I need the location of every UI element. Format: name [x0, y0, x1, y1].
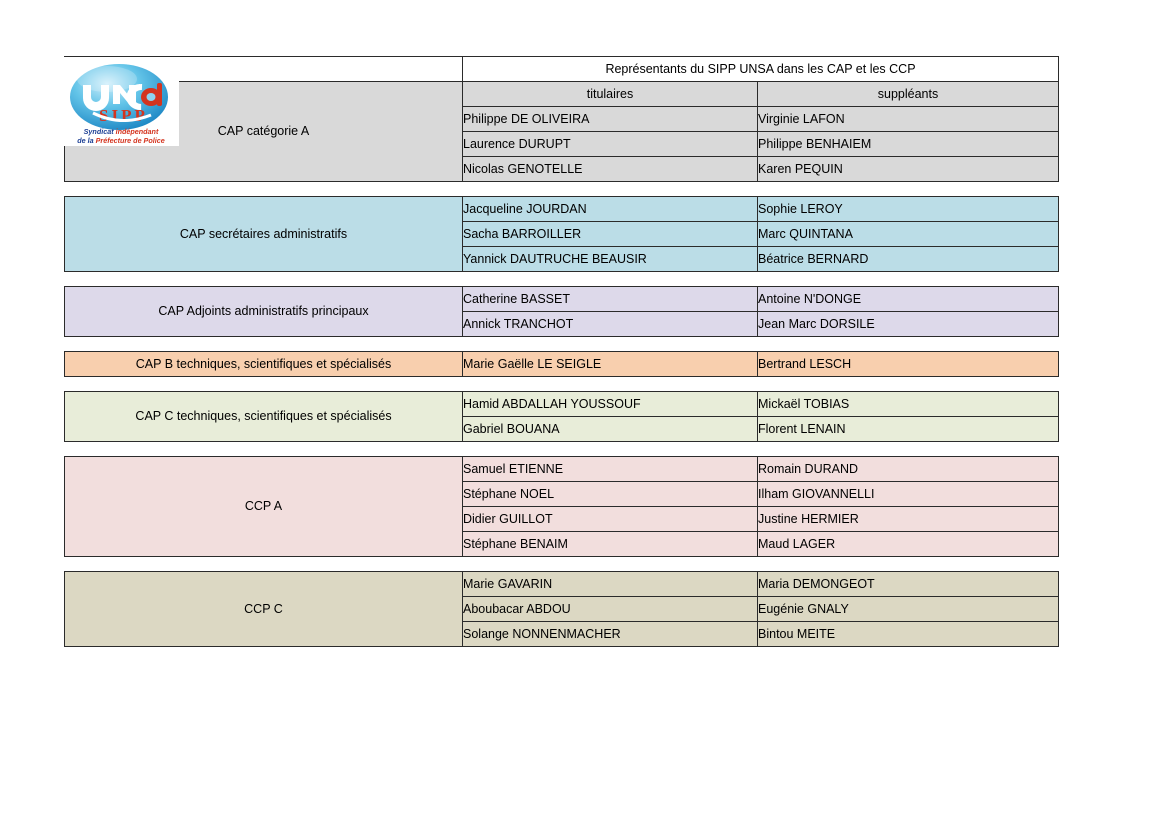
suppleant-cell: Marc QUINTANA	[758, 222, 1059, 247]
gap-cell	[758, 377, 1059, 392]
titulaire-cell: Jacqueline JOURDAN	[463, 197, 758, 222]
suppleant-cell: Mickaël TOBIAS	[758, 392, 1059, 417]
gap-cell	[65, 557, 463, 572]
titulaire-cell: Stéphane BENAIM	[463, 532, 758, 557]
titulaire-cell: Laurence DURUPT	[463, 132, 758, 157]
gap-cell	[758, 557, 1059, 572]
gap-cell	[463, 442, 758, 457]
gap-cell	[65, 442, 463, 457]
group-label-cap-adjoints-administratifs-principaux: CAP Adjoints administratifs principaux	[65, 287, 463, 337]
suppleant-cell: Sophie LEROY	[758, 197, 1059, 222]
suppleant-cell: Béatrice BERNARD	[758, 247, 1059, 272]
column-header-titulaires: titulaires	[463, 82, 758, 107]
suppleant-cell: Maria DEMONGEOT	[758, 572, 1059, 597]
document-title: Représentants du SIPP UNSA dans les CAP et les CCP	[463, 57, 1059, 82]
group-label-cap-categorie-a: CAP catégorie A	[65, 82, 463, 182]
titulaire-cell: Catherine BASSET	[463, 287, 758, 312]
gap-cell	[758, 337, 1059, 352]
section-gap	[65, 182, 1059, 197]
titulaire-cell: Yannick DAUTRUCHE BEAUSIR	[463, 247, 758, 272]
gap-cell	[463, 272, 758, 287]
gap-cell	[758, 272, 1059, 287]
group-label-cap-c-techniques: CAP C techniques, scientifiques et spécialisés	[65, 392, 463, 442]
gap-cell	[463, 182, 758, 197]
representatives-table	[64, 56, 1059, 647]
suppleant-cell: Karen PEQUIN	[758, 157, 1059, 182]
gap-cell	[463, 557, 758, 572]
gap-cell	[463, 337, 758, 352]
group-label-ccp-c: CCP C	[65, 572, 463, 647]
section-gap	[65, 337, 1059, 352]
sipp-unsa-logo	[63, 57, 179, 146]
logo-tagline-line1: Syndicat indépendant	[83, 127, 159, 136]
svg-text:SIPP: SIPP	[99, 106, 148, 125]
table-row	[65, 287, 1059, 312]
titulaire-cell: Stéphane NOEL	[463, 482, 758, 507]
suppleant-cell: Romain DURAND	[758, 457, 1059, 482]
section-gap	[65, 442, 1059, 457]
gap-cell	[758, 182, 1059, 197]
suppleant-cell: Bintou MEITE	[758, 622, 1059, 647]
titulaire-cell: Hamid ABDALLAH YOUSSOUF	[463, 392, 758, 417]
suppleant-cell: Eugénie GNALY	[758, 597, 1059, 622]
suppleant-cell: Virginie LAFON	[758, 107, 1059, 132]
table-row	[65, 572, 1059, 597]
column-header-row	[65, 82, 1059, 107]
suppleant-cell: Bertrand LESCH	[758, 352, 1059, 377]
titulaire-cell: Nicolas GENOTELLE	[463, 157, 758, 182]
gap-cell	[65, 182, 463, 197]
column-header-suppleants: suppléants	[758, 82, 1059, 107]
section-gap	[65, 377, 1059, 392]
titulaire-cell: Aboubacar ABDOU	[463, 597, 758, 622]
titulaire-cell: Gabriel BOUANA	[463, 417, 758, 442]
suppleant-cell: Jean Marc DORSILE	[758, 312, 1059, 337]
table-row	[65, 197, 1059, 222]
table-row	[65, 352, 1059, 377]
suppleant-cell: Maud LAGER	[758, 532, 1059, 557]
suppleant-cell: Florent LENAIN	[758, 417, 1059, 442]
gap-cell	[65, 337, 463, 352]
titulaire-cell: Samuel ETIENNE	[463, 457, 758, 482]
gap-cell	[65, 272, 463, 287]
gap-cell	[463, 377, 758, 392]
titulaire-cell: Solange NONNENMACHER	[463, 622, 758, 647]
logo-artwork	[63, 57, 179, 146]
suppleant-cell: Antoine N'DONGE	[758, 287, 1059, 312]
group-label-ccp-a: CCP A	[65, 457, 463, 557]
title-row	[65, 57, 1059, 82]
suppleant-cell: Ilham GIOVANNELLI	[758, 482, 1059, 507]
group-label-cap-secretaires-administratifs: CAP secrétaires administratifs	[65, 197, 463, 272]
section-gap	[65, 557, 1059, 572]
titulaire-cell: Didier GUILLOT	[463, 507, 758, 532]
titulaire-cell: Annick TRANCHOT	[463, 312, 758, 337]
suppleant-cell: Justine HERMIER	[758, 507, 1059, 532]
gap-cell	[65, 377, 463, 392]
table-row	[65, 392, 1059, 417]
table-row	[65, 457, 1059, 482]
titulaire-cell: Philippe DE OLIVEIRA	[463, 107, 758, 132]
gap-cell	[758, 442, 1059, 457]
group-label-cap-b-techniques: CAP B techniques, scientifiques et spécialisés	[65, 352, 463, 377]
logo-tagline-line2: de la Préfecture de Police	[77, 136, 165, 145]
titulaire-cell: Marie GAVARIN	[463, 572, 758, 597]
suppleant-cell: Philippe BENHAIEM	[758, 132, 1059, 157]
representatives-table-container	[64, 56, 1058, 647]
section-gap	[65, 272, 1059, 287]
titulaire-cell: Marie Gaëlle LE SEIGLE	[463, 352, 758, 377]
titulaire-cell: Sacha BARROILLER	[463, 222, 758, 247]
